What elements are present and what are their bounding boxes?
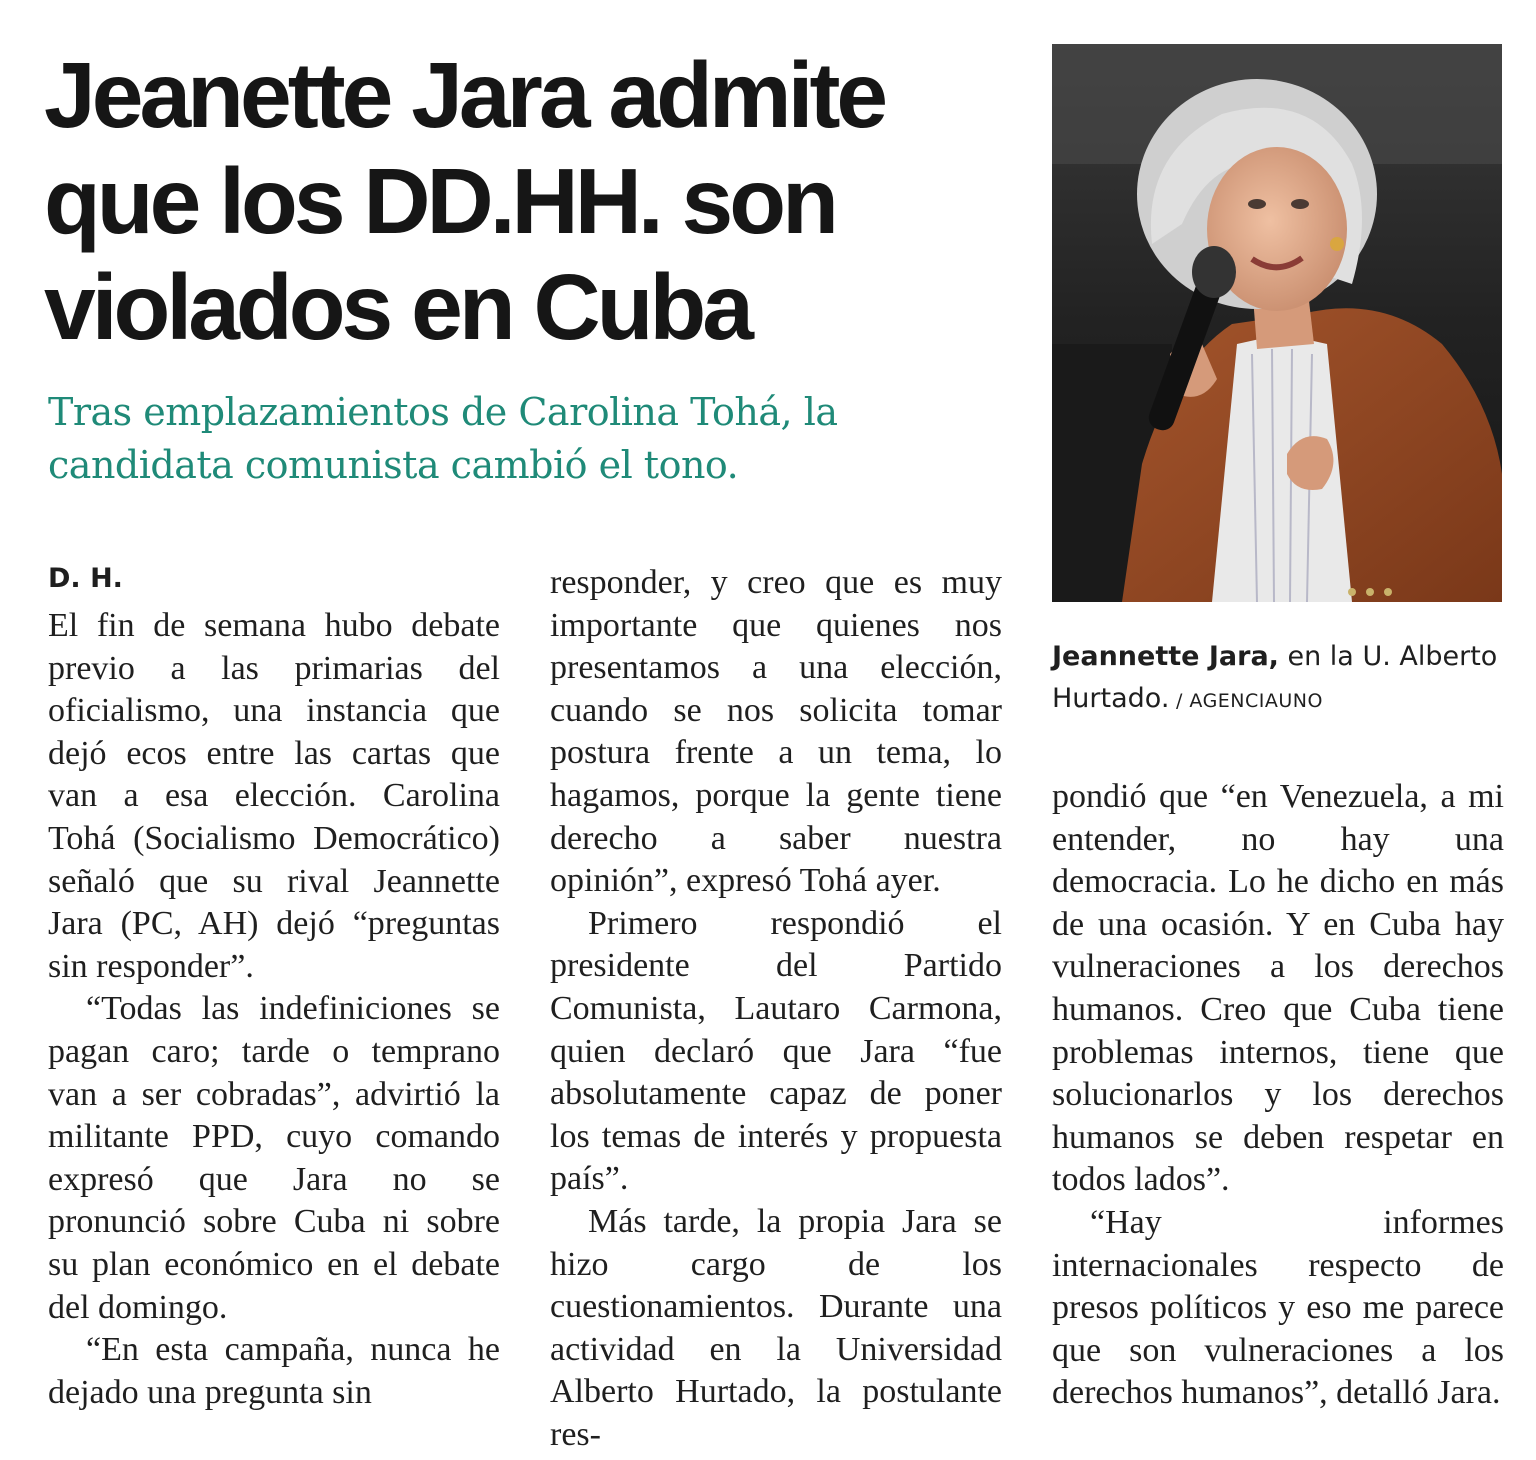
paragraph: “Hay informes internacionales respecto de presos políticos y eso me parece que son vulneraciones a los derechos humanos”, detalló Jara.	[1052, 1203, 1504, 1412]
paragraph: Primero respondió el presidente del Partido Comunista, Lautaro Carmona, quien declaró que Jara “fue absolutamente capaz de poner los temas de interés y propuesta país”.	[550, 904, 1002, 1198]
paragraph: “En esta campaña, nunca he dejado una pregunta sin	[48, 1331, 500, 1411]
text-column-3	[1052, 776, 1504, 1415]
paragraph: El fin de semana hubo debate previo a las primarias del oficialismo, una instancia que dejó ecos entre las cartas que van a esa elección. Carolina Tohá (Socialismo Democrático) señaló que su rival Jeannette Jara (PC, AH) dejó “preguntas sin responder”.	[48, 607, 500, 985]
caption-text: en la U. Alberto Hurtado.	[1052, 641, 1498, 714]
text-column-1	[48, 605, 500, 1414]
paragraph: Más tarde, la propia Jara se hizo cargo de los cuestionamientos. Durante una actividad en la Universidad Alberto Hurtado, la postulante res-	[550, 1202, 1002, 1453]
article-photo	[1052, 44, 1502, 602]
byline: D. H.	[48, 563, 123, 594]
photo-credit: / AGENCIAUNO	[1169, 690, 1323, 712]
speaker-photo-illustration	[1052, 44, 1502, 602]
paragraph: pondió que “en Venezuela, a mi entender, no hay una democracia. Lo he dicho en más de una ocasión. Y en Cuba hay vulneraciones a los derechos humanos. Creo que Cuba tiene problemas internos, tiene que solucionarlos y los derechos humanos se deben respetar en todos lados”.	[1052, 778, 1504, 1199]
photo-caption	[1052, 636, 1512, 722]
text-column-2	[550, 562, 1002, 1456]
headline: Jeanette Jara admite que los DD.HH. son violados en Cuba	[44, 43, 885, 359]
subheadline: Tras emplazamientos de Carolina Tohá, la candidata comunista cambió el tono.	[48, 390, 838, 487]
paragraph: responder, y creo que es muy importante que quienes nos presentamos a una elección, cuando se nos solicita tomar postura frente a un tema, lo hagamos, porque la gente tiene derecho a saber nuestra opinión”, expresó Tohá ayer.	[550, 564, 1002, 900]
paragraph: “Todas las indefiniciones se pagan caro; tarde o temprano van a ser cobradas”, advirtió la militante PPD, cuyo comando expresó que Jara no se pronunció sobre Cuba ni sobre su plan económico en el debate del domingo.	[48, 990, 500, 1326]
caption-name: Jeannette Jara,	[1052, 641, 1279, 672]
